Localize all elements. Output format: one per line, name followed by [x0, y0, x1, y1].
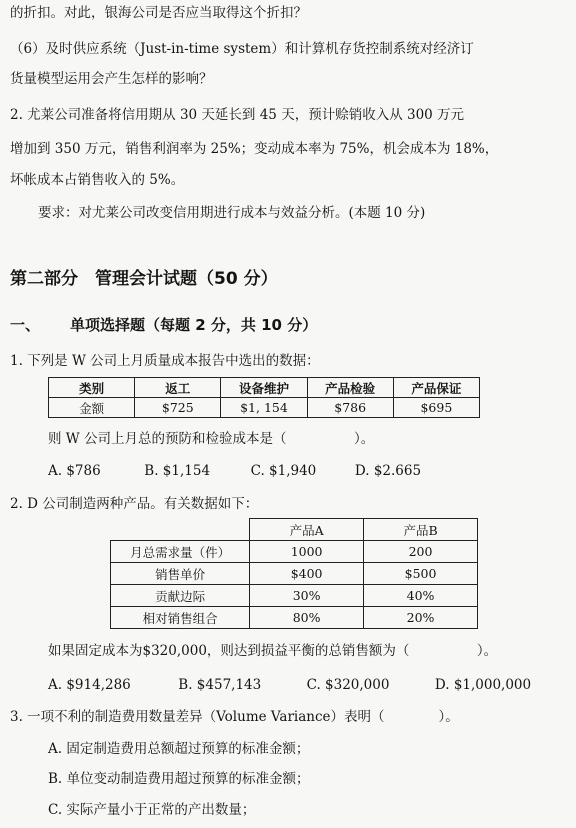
option: D. $2.665 — [354, 463, 422, 479]
table-header-row — [111, 519, 478, 541]
table-cell: 相对销售组合 — [111, 607, 250, 629]
product-data-table — [110, 518, 478, 629]
option: C. 实际产量小于正常的产出数量； — [48, 802, 256, 818]
text-line: 的折扣。对此，银海公司是否应当取得这个折扣？ — [10, 5, 307, 21]
header-cell: 产品检验 — [307, 378, 393, 398]
question-2-stem: 2. D 公司制造两种产品。有关数据如下： — [10, 496, 259, 512]
text-line: 2. 尤莱公司准备将信用期从 30 天延长到 45 天，预计赊销收入从 300 万元 — [10, 107, 465, 123]
table-cell: $400 — [250, 563, 364, 585]
table-row — [111, 607, 478, 629]
question-1-stem: 1. 下列是 W 公司上月质量成本报告中选出的数据： — [10, 353, 320, 369]
option: A. $786 — [48, 463, 101, 479]
text-line: 增加到 350 万元，销售利润率为 25%；变动成本率为 75%，机会成本为 18%， — [10, 141, 499, 157]
question-2-options — [48, 676, 531, 694]
table-cell: $725 — [135, 398, 221, 418]
section-title: 单项选择题（每题 2 分，共 10 分） — [70, 316, 318, 334]
option: B. $1,154 — [144, 463, 211, 479]
table-cell: 30% — [250, 585, 364, 607]
option: B. $457,143 — [178, 677, 262, 693]
table-cell: 20% — [364, 607, 478, 629]
table-cell: $500 — [364, 563, 478, 585]
option: D. $1,000,000 — [434, 677, 532, 693]
table-row — [49, 398, 480, 418]
table-cell: 1000 — [250, 541, 364, 563]
header-cell: 设备维护 — [221, 378, 307, 398]
table-header-row — [49, 378, 480, 398]
table-cell: 贡献边际 — [111, 585, 250, 607]
section-number: 一、 — [10, 316, 41, 334]
header-cell: 产品B — [364, 519, 478, 541]
question-2-text: 如果固定成本为$320,000，则达到损益平衡的总销售额为（ ）。 — [48, 643, 498, 659]
text-line: （6）及时供应系统（Just-in-time system）和计算机存货控制系统对经济订 — [10, 41, 474, 57]
header-cell: 返工 — [135, 378, 221, 398]
table-cell: 200 — [364, 541, 478, 563]
question-3-stem: 3. 一项不利的制造费用数量差异（Volume Variance）表明（ ）。 — [10, 709, 459, 725]
table-cell: 40% — [364, 585, 478, 607]
option: A. $914,286 — [48, 677, 131, 693]
part-title: 第二部分 管理会计试题（50 分） — [10, 269, 278, 289]
text-line: 坏帐成本占销售收入的 5%。 — [10, 172, 185, 188]
table-cell: 80% — [250, 607, 364, 629]
table-cell: $786 — [307, 398, 393, 418]
question-1-text: 则 W 公司上月总的预防和检验成本是（ ）。 — [48, 431, 375, 447]
header-cell: 产品保证 — [393, 378, 479, 398]
question-1-options — [48, 462, 421, 480]
table-row — [111, 541, 478, 563]
header-cell: 类别 — [49, 378, 135, 398]
table-cell: 金额 — [49, 398, 135, 418]
table-cell: 销售单价 — [111, 563, 250, 585]
table-cell: $1, 154 — [221, 398, 307, 418]
table-row — [111, 563, 478, 585]
option: A. 固定制造费用总额超过预算的标准金额； — [48, 741, 310, 757]
option: C. $320,000 — [306, 677, 390, 693]
table-row — [111, 585, 478, 607]
quality-cost-table — [48, 377, 480, 418]
table-cell: 月总需求量（件） — [111, 541, 250, 563]
header-cell — [111, 519, 250, 541]
option: C. $1,940 — [250, 463, 317, 479]
table-cell: $695 — [393, 398, 479, 418]
header-cell: 产品A — [250, 519, 364, 541]
option: B. 单位变动制造费用超过预算的标准金额； — [48, 771, 310, 787]
requirement-line: 要求：对尤莱公司改变信用期进行成本与效益分析。(本题 10 分) — [38, 205, 426, 221]
text-line: 货量模型运用会产生怎样的影响？ — [10, 71, 213, 87]
